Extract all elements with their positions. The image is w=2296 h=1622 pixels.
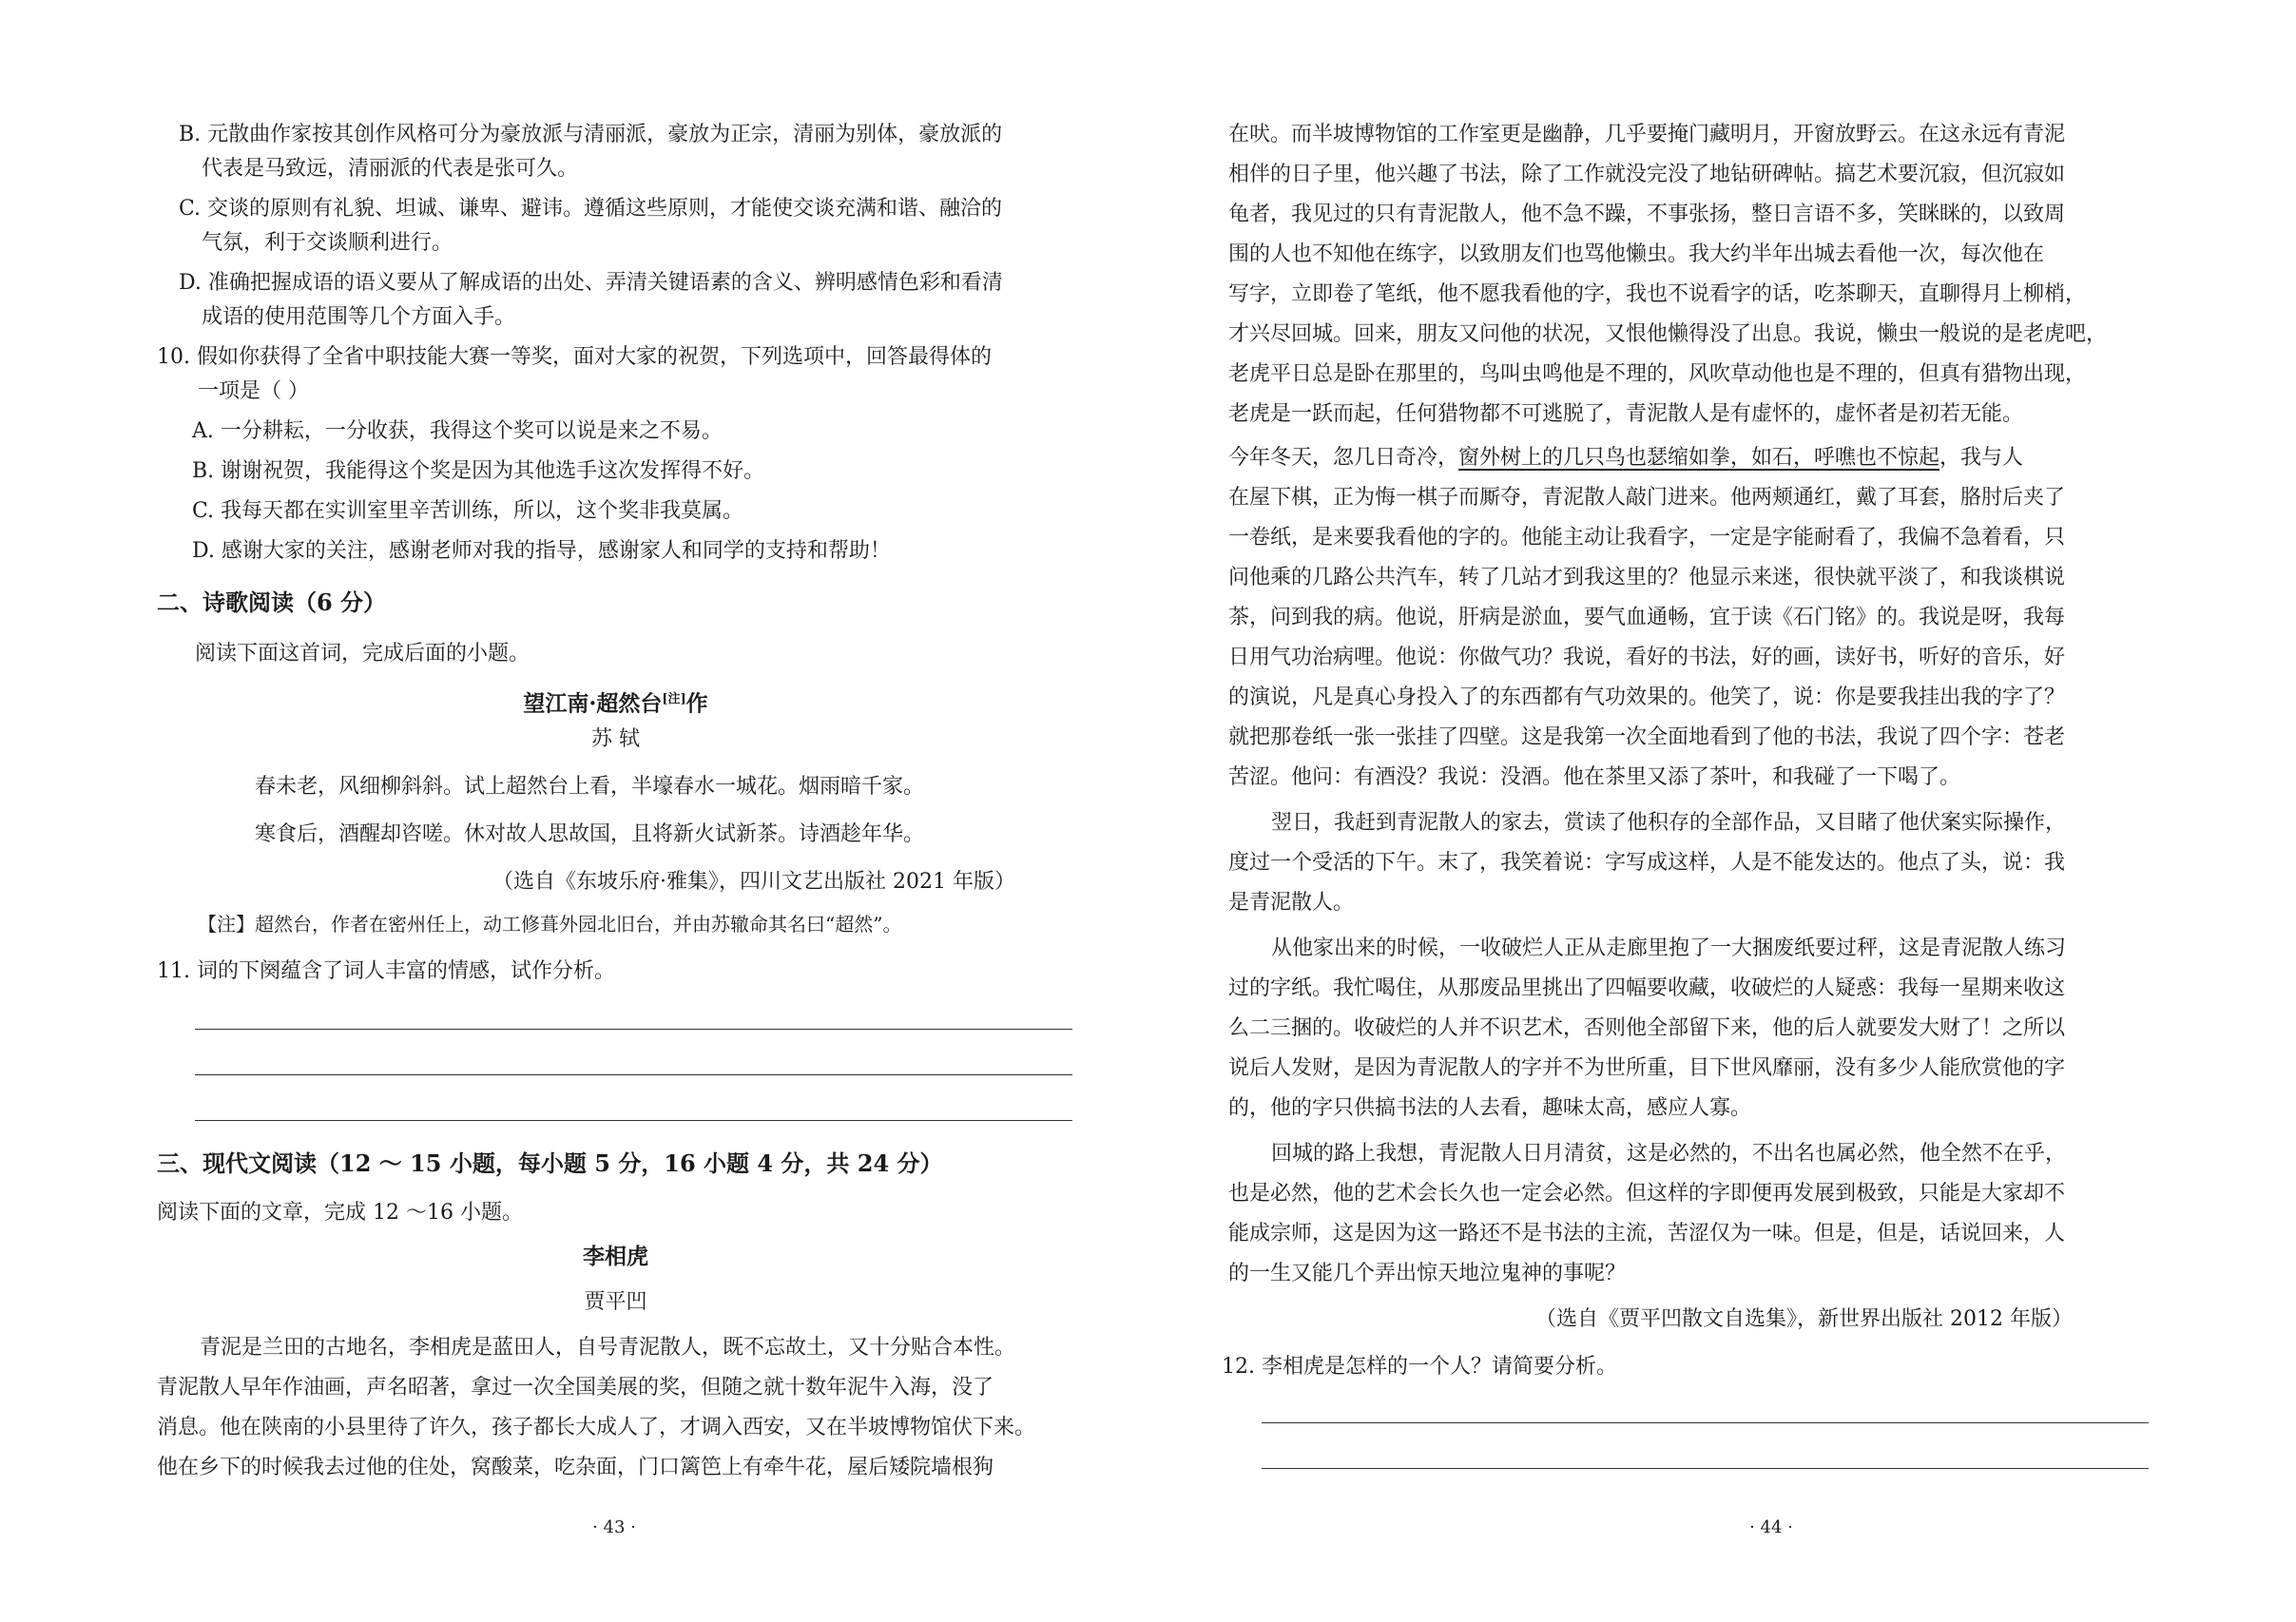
article-line: 才兴尽回城。回来，朋友又问他的状况，又恨他懒得没了出息。我说，懒虫一般说的是老虎吧， (1228, 322, 2108, 346)
poem-line1: 春未老，风细柳斜斜。试上超然台上看，半壕春水一城花。烟雨暗千家。 (255, 775, 925, 799)
q9-option-d-line2: 成语的使用范围等几个方面入手。 (202, 305, 516, 329)
q11: 11. 词的下阕蕴含了词人丰富的情感，试作分析。 (157, 959, 615, 983)
poem-title-suffix: 作 (685, 690, 708, 717)
article-line: 也是必然，他的艺术会长久也一定会必然。但这样的字即便再发展到极致，只能是大家却不 (1228, 1182, 2066, 1206)
article-line: 说后人发财，是因为青泥散人的字并不为世所重，目下世风靡丽，没有多少人能欣赏他的字 (1228, 1056, 2066, 1080)
article-line: 从他家出来的时候，一收破烂人正从走廊里抱了一大捆废纸要过秤，这是青泥散人练习 (1271, 937, 2067, 960)
underlined-sentence: 窗外树上的几只鸟也瑟缩如拳，如石，呼噍也不惊起 (1458, 446, 1940, 470)
poem-note-mark: [注] (662, 692, 686, 706)
article-line: 在吠。而半坡博物馆的工作室更是幽静，几乎要掩门藏明月，开窗放野云。在这永远有青泥 (1228, 123, 2066, 146)
q9-option-d-line1: D. 准确把握成语的语义要从了解成语的出处、弄清关键语素的含义、辨明感情色彩和看清 (179, 271, 1003, 295)
q9-option-b-line2: 代表是马致远，清丽派的代表是张可久。 (202, 157, 579, 181)
poem-line2: 寒食后，酒醒却咨嗟。休对故人思故国，且将新火试新茶。诗酒趁年华。 (255, 822, 925, 846)
q10-option-d: D. 感谢大家的关注，感谢老师对我的指导，感谢家人和同学的支持和帮助！ (192, 539, 891, 563)
poem-note: 【注】超然台，作者在密州任上，动工修葺外园北旧台，并由苏辙命其名曰“超然”。 (198, 913, 902, 936)
article-line: 过的字纸。我忙喝住，从那废品里挑出了四幅要收藏，收破烂的人疑惑：我每一星期来收这 (1228, 976, 2066, 1000)
article-line: 能成宗师，这是因为这一路还不是书法的主流，苦涩仅为一味。但是，但是，话说回来，人 (1228, 1222, 2066, 1245)
q10-stem-line1: 10. 假如你获得了全省中职技能大赛一等奖，面对大家的祝贺，下列选项中，回答最得体的 (157, 345, 992, 369)
para2-start: 今年冬天，忽几日奇冷， (1228, 446, 1459, 470)
page-number: · 44 · (1749, 1517, 1793, 1537)
article-line: 是青泥散人。 (1228, 891, 1355, 915)
article-para2-line1 (1228, 439, 2023, 477)
page-number: · 43 · (592, 1517, 636, 1537)
article-line: 在屋下棋，正为悔一棋子而厮夺，青泥散人敲门进来。他两颊通红，戴了耳套，胳肘后夹了 (1228, 486, 2066, 510)
article-line: 的演说，凡是真心身投入了的东西都有气功效果的。他笑了，说：你是要我挂出我的字了？ (1228, 685, 2066, 709)
poem-source: （选自《东坡乐府·雅集》，四川文艺出版社 2021 年版） (492, 870, 1015, 894)
section2-heading: 二、诗歌阅读（6 分） (157, 589, 387, 616)
article-para1-line1: 青泥是兰田的古地名，李相虎是蓝田人，自号青泥散人，既不忘故土，又十分贴合本性。 (200, 1336, 1016, 1360)
q10-stem-line2: 一项是（ ） (198, 379, 309, 403)
poem-title-text: 望江南·超然台 (523, 690, 663, 717)
poem-title (157, 681, 1074, 724)
para2-end: ，我与人 (1939, 446, 2024, 470)
section3-instruction: 阅读下面的文章，完成 12 ～16 小题。 (157, 1201, 523, 1225)
article-line: 老虎是一跃而起，任何猎物都不可逃脱了，青泥散人是有虚怀的，虚怀者是初若无能。 (1228, 402, 2024, 426)
article-line: 老虎平日总是卧在那里的，鸟叫虫鸣他是不理的，风吹草动他也是不理的，但真有猎物出现， (1228, 362, 2087, 386)
article-line: 龟者，我见过的只有青泥散人，他不急不躁，不事张扬，整日言语不多，笑眯眯的，以致周 (1228, 203, 2066, 226)
article-para1-line4: 他在乡下的时候我去过他的住处，窝酸菜，吃杂面，门口篱笆上有牵牛花，屋后矮院墙根狗 (157, 1456, 994, 1479)
article-line: 问他乘的几路公共汽车，转了几站才到我这里的？他显示来迷，很快就平淡了，和我谈棋说 (1228, 566, 2066, 589)
answer-line[interactable] (195, 1120, 1072, 1121)
section2-instruction: 阅读下面这首词，完成后面的小题。 (195, 642, 531, 666)
q12: 12. 李相虎是怎样的一个人？请简要分析。 (1222, 1355, 1617, 1379)
q9-option-c-line1: C. 交谈的原则有礼貌、坦诚、谦卑、避讳。遵循这些原则，才能使交谈充满和谐、融洽的 (179, 197, 1003, 221)
q10-option-b: B. 谢谢祝贺，我能得这个奖是因为其他选手这次发挥得不好。 (192, 459, 765, 483)
q10-option-a: A. 一分耕耘，一分收获，我得这个奖可以说是来之不易。 (192, 419, 723, 443)
article-author: 贾平凹 (584, 1290, 647, 1314)
article-line: 日用气功治病哩。他说：你做气功？我说，看好的书法，好的画，读好书，听好的音乐，好 (1228, 646, 2066, 669)
right-page (1148, 0, 2296, 1622)
article-line: 回城的路上我想，青泥散人日月清贫，这是必然的，不出名也属必然，他全然不在乎， (1271, 1142, 2067, 1166)
answer-line[interactable] (1262, 1468, 2149, 1469)
q9-option-c-line2: 气氛，利于交谈顺利进行。 (202, 231, 453, 255)
article-line: 的一生又能几个弄出惊天地泣鬼神的事呢？ (1228, 1262, 1627, 1285)
poem-author: 苏 轼 (591, 727, 640, 751)
article-line: 一卷纸，是来要我看他的字的。他能主动让我看字，一定是字能耐看了，我偏不急着看，只 (1228, 526, 2066, 550)
article-para1-line3: 消息。他在陕南的小县里待了许久，孩子都长大成人了，才调入西安，又在半坡博物馆伏下来。 (157, 1416, 1036, 1439)
answer-line[interactable] (195, 1029, 1072, 1030)
article-line: 翌日，我赶到青泥散人的家去，赏读了他积存的全部作品，又目睹了他伏案实际操作， (1271, 811, 2067, 835)
article-line: 么二三捆的。收破烂的人并不识艺术，否则他全部留下来，他的后人就要发大财了！之所以 (1228, 1016, 2066, 1040)
article-line: 围的人也不知他在练字，以致朋友们也骂他懒虫。我大约半年出城去看他一次，每次他在 (1228, 242, 2045, 266)
article-line: 写字，立即卷了笔纸，他不愿我看他的字，我也不说看字的话，吃茶聊天，直聊得月上柳梢， (1228, 282, 2087, 306)
article-line: 苦涩。他问：有酒没？我说：没酒。他在茶里又添了茶叶，和我碰了一下喝了。 (1228, 765, 1961, 789)
q10-option-c: C. 我每天都在实训室里辛苦训练，所以，这个奖非我莫属。 (192, 499, 744, 523)
article-line: 度过一个受活的下午。末了，我笑着说：字写成这样，人是不能发达的。他点了头，说：我 (1228, 851, 2066, 875)
article-line: 就把那卷纸一张一张挂了四壁。这是我第一次全面地看到了他的书法，我说了四个字：苍老 (1228, 725, 2066, 749)
article-line: 的，他的字只供搞书法的人去看，趣味太高，感应人寡。 (1228, 1096, 1752, 1120)
section3-heading: 三、现代文阅读（12 ～ 15 小题，每小题 5 分，16 小题 4 分，共 24 分） (157, 1149, 943, 1177)
answer-line[interactable] (1262, 1422, 2149, 1423)
article-source: （选自《贾平凹散文自选集》，新世界出版社 2012 年版） (1535, 1307, 2073, 1331)
article-line: 相伴的日子里，他兴趣了书法，除了工作就没完没了地钻研碑帖。搞艺术要沉寂，但沉寂如 (1228, 163, 2066, 186)
article-para1-line2: 青泥散人早年作油画，声名昭著，拿过一次全国美展的奖，但随之就十数年泥牛入海，没了 (157, 1376, 994, 1400)
q9-option-b-line1: B. 元散曲作家按其创作风格可分为豪放派与清丽派，豪放为正宗，清丽为别体，豪放派的 (179, 123, 1003, 146)
article-line: 茶，问到我的病。他说，肝病是淤血，要气血通畅，宜于读《石门铭》的。我说是呀，我每 (1228, 606, 2066, 629)
answer-line[interactable] (195, 1074, 1072, 1075)
article-title: 李相虎 (583, 1244, 648, 1269)
